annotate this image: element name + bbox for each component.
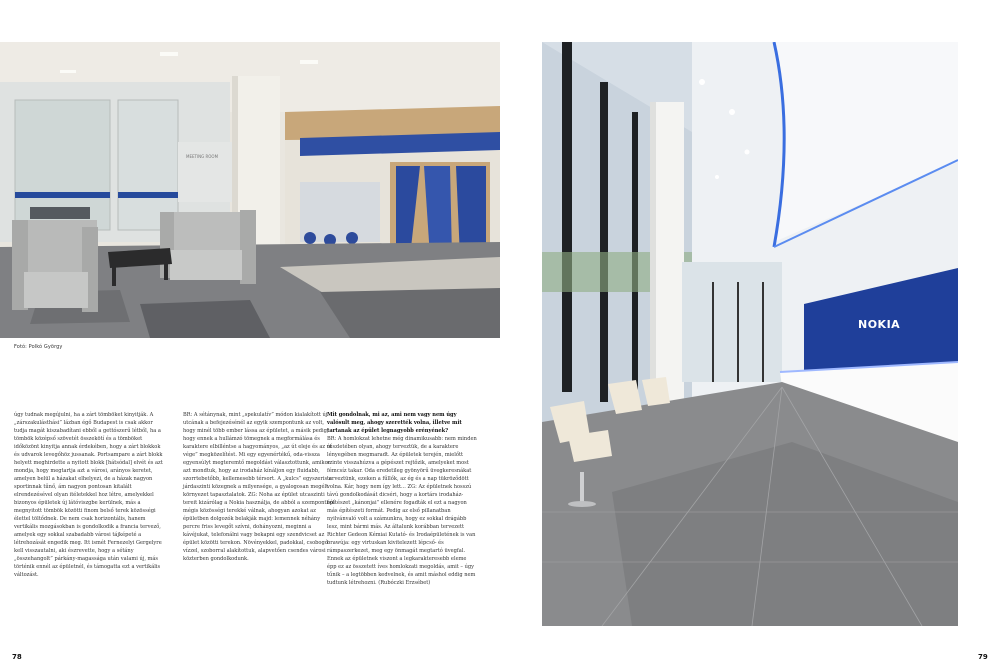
nokia-lobby-photo	[542, 42, 958, 626]
page-number-right: 79	[978, 653, 988, 661]
text-column-2	[183, 411, 335, 563]
nokia-logo: NOKIA	[858, 318, 901, 331]
meeting-room-sign: MEETING ROOM	[186, 154, 219, 159]
page-number-left: 78	[12, 653, 22, 661]
photo-caption: Fotó: Polkó György	[14, 344, 63, 350]
office-lounge-photo	[0, 42, 500, 338]
text-column-3	[327, 411, 477, 587]
interview-question: Mit gondolnak, mi az, ami nem vagy nem úgy valósult meg, ahogy szerették volna, illetve mit tartanak az épület legnagyobb erényének?	[327, 412, 462, 434]
text-column-1	[14, 411, 166, 579]
column-1-text: úgy tudnak megújulni, ha a zárt tömböket kinyitják. A „zárszakulásthási” lázban égő Budapest is csak akkor tudja magát kiszabadítani ebből a gettószerű létből, ha a tömbök középső szövetét összekötí és a tömböket időközönt kinyitja annak érdekében, hogy a zárt blokkok és udvarok levegőhöz jussanak. Portsampare a zárt blokk helyett meghirdette a nyitott blokk [hátsódal] elvét és azt mondja, hogy megtartja azt a városi, arányos keretet, amelyen belül a házakat elhelyezi, de a házak nagyon sportinnak tűnő, ám nagyon pontosan kitalált elrendezésével olyan itéletekkel hoz létre, amelyekkel bizonyos épületek új látóviszgbe kerülnek, más a megnyitott tömbök közötti finom belső terek közösségi élettel töltődnek. De nem csak horizontális, hanem vertikális mozgásokban is gondolkodik a francia tervező, amelyek egy sokkal szabadabb városi tájképeté a létrehozását engedik meg. Itt ismét Fernezelyi Gergelyre kell visszautalni, aki észrevette, hogy a sétány „összehangolt” párkány-magassága után valami új, más történik ennél az épületnél, és támogatta ezt a vertikális változást.	[14, 412, 163, 578]
column-3-text: BR: A homlokzat lehetne még dinamikusabb: nem minden részletében olyan, ahogy terveztük, de a karaktere lényegében megmaradt. Az épületek terején, mielőtt szinte visszahúzva a gépészet rejtőzik, amelyeket most fémcsíz takar. Oda eredetileg gyönyörű üvegkeresnákat terveztünk, ezeken a fűllők, az ég és a nap tükröződött volna. Kár, hogy nem így lett... ZG: Az épületnek hosszú távú gondolkodását dicséri, hogy a kortárs irodaház-építészet „kánonjai” ellenére fogadták el ezt a nagyon más építészeti formát. Pedig az első pillanatban nyilvánvaló volt a számunkra, hogy ez sokkal drágább lesz, mint bármi más. Az általunk korábban tervezett Richter Gedeon Kémiai Kutató- és Irodaépületének is van brawúja: egy virtuskan kivitelezett lépcső- és rámpaszerkezet, meg egy önmagát megtartó üvegfal. Ennek az épületnek viszont a legkarakteresebb eleme épp ez az összetett íves homlokzati megoldás, amit – úgy tűnik – a legtöbben kedvelnek, és amit máshol eddig nem tudtunk létrehozni. (Rubóczki Erzsébet)	[327, 436, 477, 586]
column-2-text: BR: A sétánynak, mint „spekulatív” módon kialakított új utcának a befejezésénél az egyik szempontunk az volt, hogy minél több ember lássa az épületet, a másik pedig, hogy ennek a hullámzó tömegnek a megformálása és karaktere elbilléntse a hagyományos, „az út eleje és az út vége” megközelítést. Mi egy egyenértékű, oda-vissza egyensúlyt megteremtő megoldást választottunk, amikor azt mondtuk, hogy az irodaház kínáljon egy fluidabb, szorrtebetőbb, kellemesebb térsort. A „kulcs” egyszeris a járdaszinti közegnek a milyensége, a gyalogosan megélt környezet tapasztalatok. ZG: Noha az épület utcaszinti tereit kizárólag a Nokia használja, de abból a szempontból mégis közösségi terekké válnak, ahogyan azokat az épületben dolgozók belakják majd: lemennek néhány percre friss levegőt szívni, dohányozni, meginni a kávéjukat, telefonálni vagy bekapni egy szendvicset az épület közötti terekon. Növényekkel, padokkal, csobogó vízzel, szoborral alakítottuk, alapvetően csendes városi közterben gondolkodunk.	[183, 412, 335, 562]
